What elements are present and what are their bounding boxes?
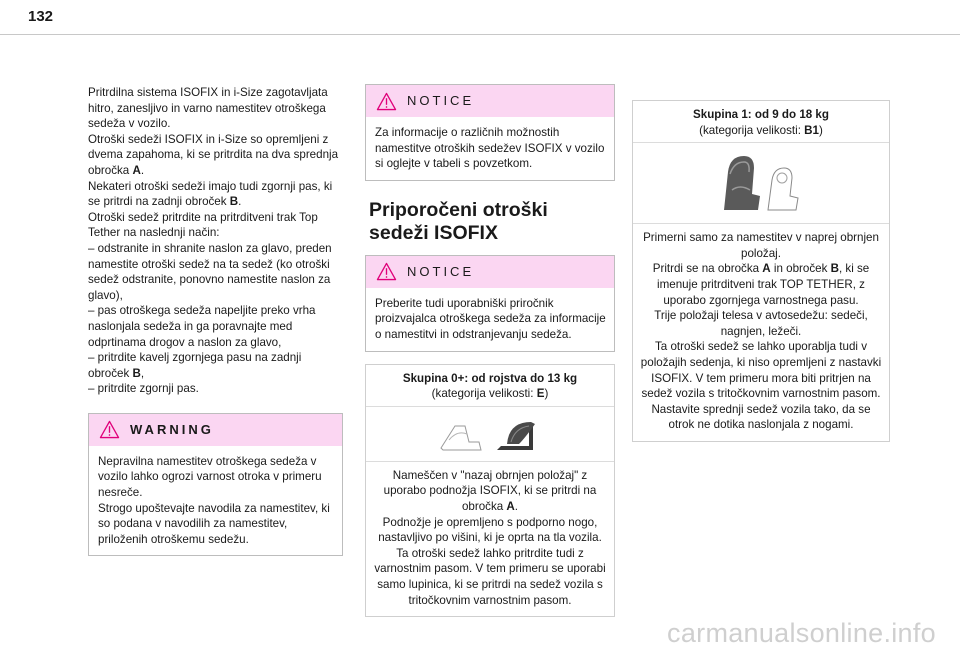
notice-box-manual <box>365 255 615 352</box>
column-right <box>632 100 890 442</box>
group0-image <box>366 407 614 462</box>
column-middle <box>365 84 615 617</box>
step-tighten-strap: – pritrdite zgornji pas. <box>88 382 199 396</box>
group1-size-category: (kategorija velikosti: B1) <box>699 123 823 137</box>
step-attach-hook: – pritrdite kavelj zgornjega pasu na zadnji obroček B, <box>88 351 302 380</box>
warning-header <box>89 414 342 446</box>
notice-triangle-icon <box>376 92 397 111</box>
group0-header <box>366 365 614 407</box>
latches-paragraph: Otroški sedeži ISOFIX in i-Size so opremljeni z dvema zapahoma, ki se pritrdita na dva sprednja obročka A. <box>88 132 339 177</box>
warning-triangle-icon <box>99 420 120 439</box>
isofix-intro-text <box>88 85 343 397</box>
group0-description: Nameščen v "nazaj obrnjen položaj" z uporabo podnožja ISOFIX, ki se pritrdi na obročka A. Podnožje je opremljeno s podporno nogo, nastavljivo po višini, ki je oprta na tla vozila. Ta otroški sedež lahko pritrdite tudi z varnostnim pasom. V tem primeru se uporabi samo lupinica, ki se pritrdi na sedež vozila s tritočkovnim varnostnim pasom. <box>374 468 606 607</box>
notice-text: Preberite tudi uporabniški priročnik proizvajalca otroškega sedeža za informacije o namestitvi in odstranjevanju sedeža. <box>375 296 606 341</box>
group1-image <box>633 143 889 224</box>
site-watermark: carmanualsonline.info <box>667 618 936 648</box>
step-route-strap: – pas otroškega sedeža napeljite preko vrha naslonjala sedeža in ga poravnajte med odprtinama drogov a naslon za glavo, <box>88 304 316 349</box>
column-left <box>88 85 343 556</box>
isofix-base-seat-illustration <box>435 412 545 456</box>
forward-facing-seat-illustration <box>716 150 806 216</box>
notice-text: Za informacije o različnih možnostih namestitve otroških sedežev ISOFIX v vozilo si oglejte v tabeli s povzetkom. <box>375 126 605 171</box>
top-strap-paragraph: Nekateri otroški sedeži imajo tudi zgornji pas, ki se pritrdi na zadnji obroček B. <box>88 179 333 209</box>
group1-description: Primerni samo za namestitev v naprej obrnjen položaj. Pritrdi se na obročka A in obroček B, ki se imenuje pritrditveni trak TOP TETHER, z uporabo zgornjega varnostnega pasu. Trije položaji telesa v avtosedežu: sedeči, nagnjen, ležeči. Ta otroški sedež se lahko uporablja tudi v položajih sedenja, ki niso opremljeni z nastavki ISOFIX. V tem primeru mora biti pritrjen na sedež vozila s tritočkovnim varnostnim pasom. Nastavite sprednji sedež vozila tako, da se otrok ne dotika naslonjala z nogami. <box>640 231 882 432</box>
warning-text: Nepravilna namestitev otroškega sedeža v vozilo lahko ogrozi varnost otroka v primeru nesreče. Strogo upoštevajte navodila za namestitev, ki so podana v navodilih za namestitev, priloženih otroškemu sedežu. <box>98 454 330 546</box>
top-tether-intro: Otroški sedež pritrdite na pritrditveni trak Top Tether na naslednji način: <box>88 210 318 240</box>
step-remove-headrest: – odstranite in shranite naslon za glavo, preden namestite otroški sedež na ta sedež (ko otroški sedež odstranite, ponovno namestite naslon za glavo), <box>88 241 332 302</box>
section-heading: Priporočeni otroški sedeži ISOFIX <box>369 198 548 244</box>
header-divider <box>0 34 960 35</box>
notice-header <box>366 85 614 117</box>
notice-box-summary <box>365 84 615 181</box>
notice-title: NOTICE <box>407 93 475 109</box>
page-number: 132 <box>28 8 54 25</box>
group1-seat-table <box>632 100 890 442</box>
group1-header <box>633 101 889 143</box>
notice-header <box>366 256 614 288</box>
notice-triangle-icon <box>376 262 397 281</box>
group0-size-category: (kategorija velikosti: E) <box>431 387 549 401</box>
group1-title: Skupina 1: od 9 do 18 kg <box>693 108 829 121</box>
group0-seat-table <box>365 364 615 618</box>
warning-title: WARNING <box>130 422 214 438</box>
group0-title: Skupina 0+: od rojstva do 13 kg <box>402 371 578 385</box>
notice-title: NOTICE <box>407 263 475 279</box>
warning-box <box>88 413 343 557</box>
intro-paragraph: Pritrdilna sistema ISOFIX in i-Size zagotavljata hitro, zanesljivo in varno namestitev otroškega sedeža v vozilo. <box>88 86 328 131</box>
